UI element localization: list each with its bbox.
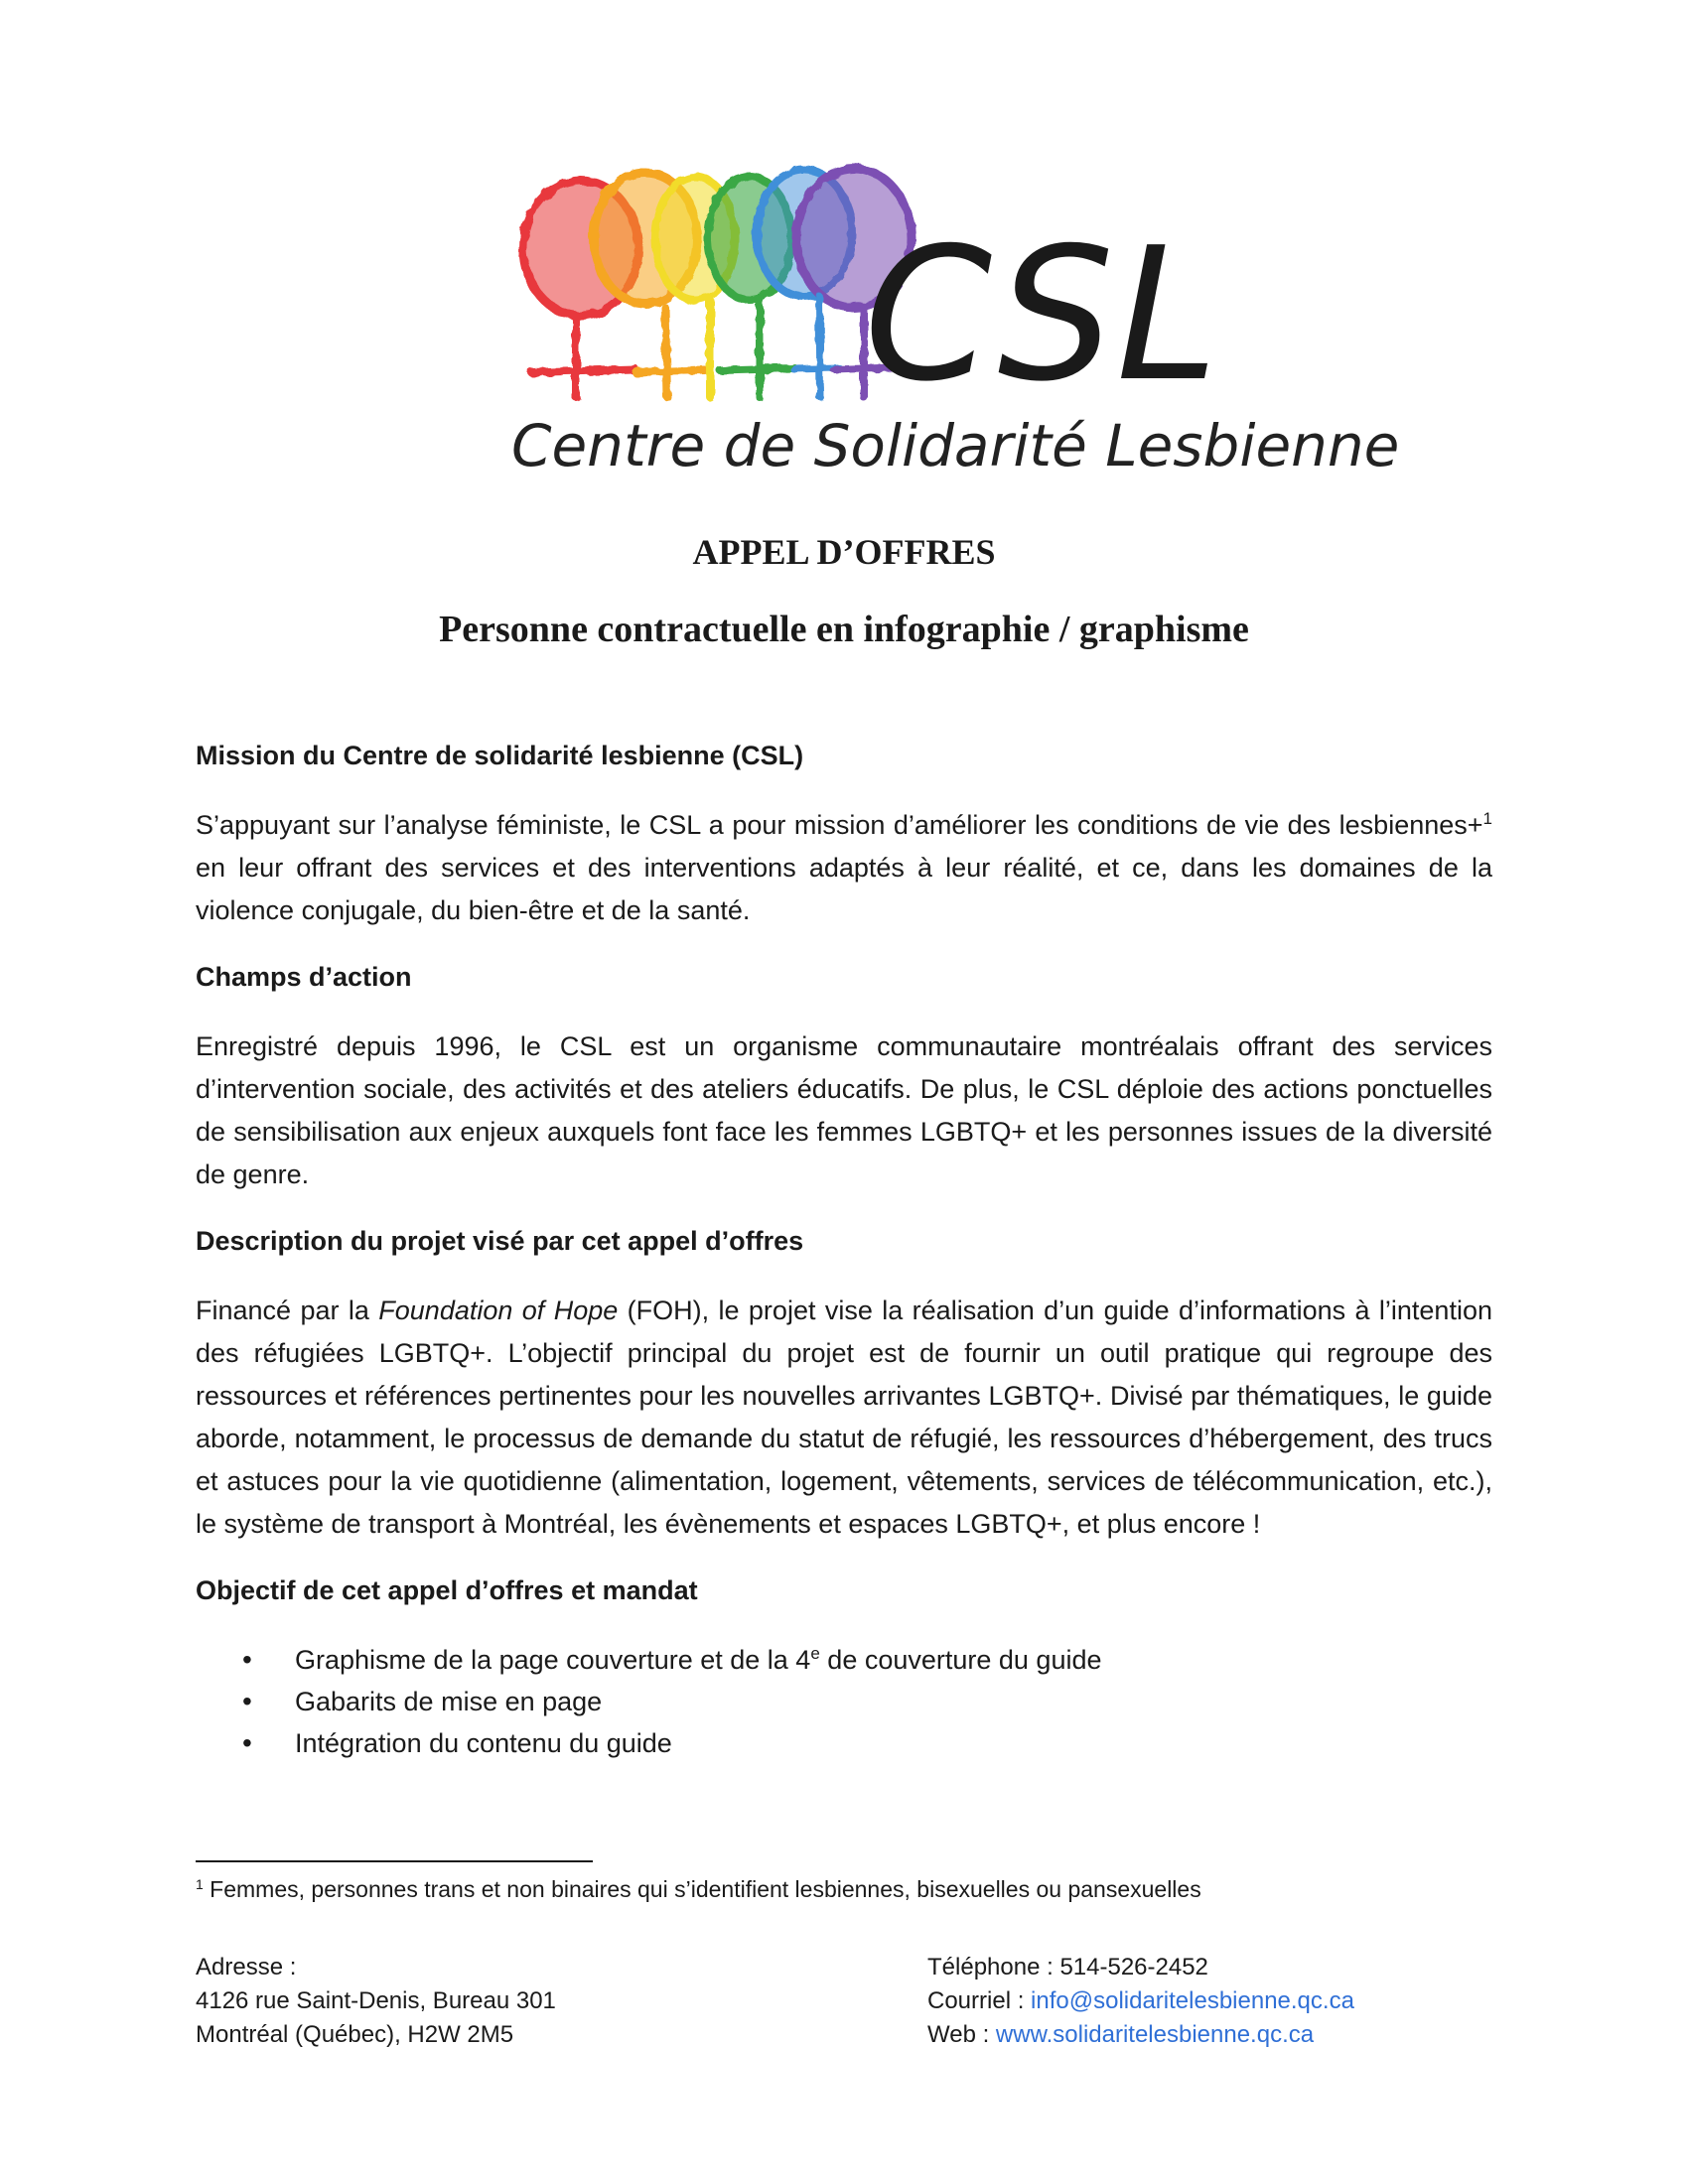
phone-number: 514-526-2452 <box>1059 1954 1208 1980</box>
footnote-number: 1 <box>196 1876 204 1892</box>
email-line <box>927 1984 1354 2018</box>
mission-text-after: en leur offrant des services et des interventions adaptés à leur réalité, et ce, dans les domaines de la violence conjugale, du bien-être et de la santé. <box>196 853 1492 925</box>
footnote-ref: 1 <box>1482 809 1492 828</box>
section-heading-mission: Mission du Centre de solidarité lesbienne (CSL) <box>196 741 804 770</box>
section-heading-objectif: Objectif de cet appel d’offres et mandat <box>196 1575 698 1605</box>
web-label: Web : <box>927 2021 996 2048</box>
section-heading-description: Description du projet visé par cet appel d’offres <box>196 1226 804 1256</box>
footer-contact <box>927 1951 1354 2052</box>
phone-line <box>927 1951 1354 1984</box>
web-link[interactable]: www.solidaritelesbienne.qc.ca <box>995 2021 1315 2048</box>
document-title: APPEL D’OFFRES <box>692 532 996 572</box>
email-link[interactable]: info@solidaritelesbienne.qc.ca <box>1031 1987 1354 2014</box>
footnote <box>196 1874 1201 1904</box>
paragraph-mission <box>196 804 1492 932</box>
paragraph-description <box>196 1290 1492 1546</box>
footnote-text: Femmes, personnes trans et non binaires qui s’identifient lesbiennes, bisexuelles ou pansexuelles <box>203 1876 1201 1902</box>
section-heading-champs: Champs d’action <box>196 962 412 992</box>
description-text-before: Financé par la <box>196 1296 379 1325</box>
web-line <box>927 2018 1354 2052</box>
description-text-after: (FOH), le projet vise la réalisation d’un guide d’informations à l’intention des réfugiées LGBTQ+. L’objectif principal du projet est de fournir un outil pratique qui regroupe des ressources et références pertinentes pour les nouvelles arrivantes LGBTQ+. Divisé par thématiques, le guide aborde, notamment, le processus de demande du statut de réfugié, les ressources d’hébergement, des trucs et astuces pour la vie quotidienne (alimentation, logement, vêtements, services de télécommunication, etc.), le système de transport à Montréal, les évènements et espaces LGBTQ+, et plus encore ! <box>196 1296 1492 1539</box>
logo-wordmark: CSL <box>864 207 1221 422</box>
list-item: • Intégration du contenu du guide <box>196 1722 1492 1764</box>
document-subtitle: Personne contractuelle en infographie / graphisme <box>439 609 1249 650</box>
list-item: • Gabarits de mise en page <box>196 1681 1492 1722</box>
foundation-name: Foundation of Hope <box>378 1296 619 1325</box>
email-label: Courriel : <box>927 1987 1032 2014</box>
document-body <box>196 735 1492 1764</box>
mission-text: S’appuyant sur l’analyse féministe, le CSL a pour mission d’améliorer les conditions de vie des lesbiennes+ <box>196 810 1483 840</box>
footnote-divider <box>196 1860 593 1862</box>
address-label: Adresse : <box>196 1954 297 1980</box>
address-line-2: Montréal (Québec), H2W 2M5 <box>196 2021 514 2048</box>
paragraph-champs: Enregistré depuis 1996, le CSL est un organisme communautaire montréalais offrant des services d’intervention sociale, des activités et des ateliers éducatifs. De plus, le CSL déploie des actions ponctuelles de sensibilisation aux enjeux auxquels font face les femmes LGBTQ+ et les personnes issues de la diversité de genre. <box>196 1031 1492 1189</box>
address-line-1: 4126 rue Saint-Denis, Bureau 301 <box>196 1987 556 2014</box>
footer-address <box>196 1951 556 2052</box>
logo-name: Centre de Solidarité Lesbienne <box>511 412 1400 479</box>
phone-label: Téléphone : <box>927 1954 1060 1980</box>
list-item: • Graphisme de la page couverture et de la 4e de couverture du guide <box>196 1639 1492 1681</box>
objectif-list <box>196 1639 1492 1764</box>
